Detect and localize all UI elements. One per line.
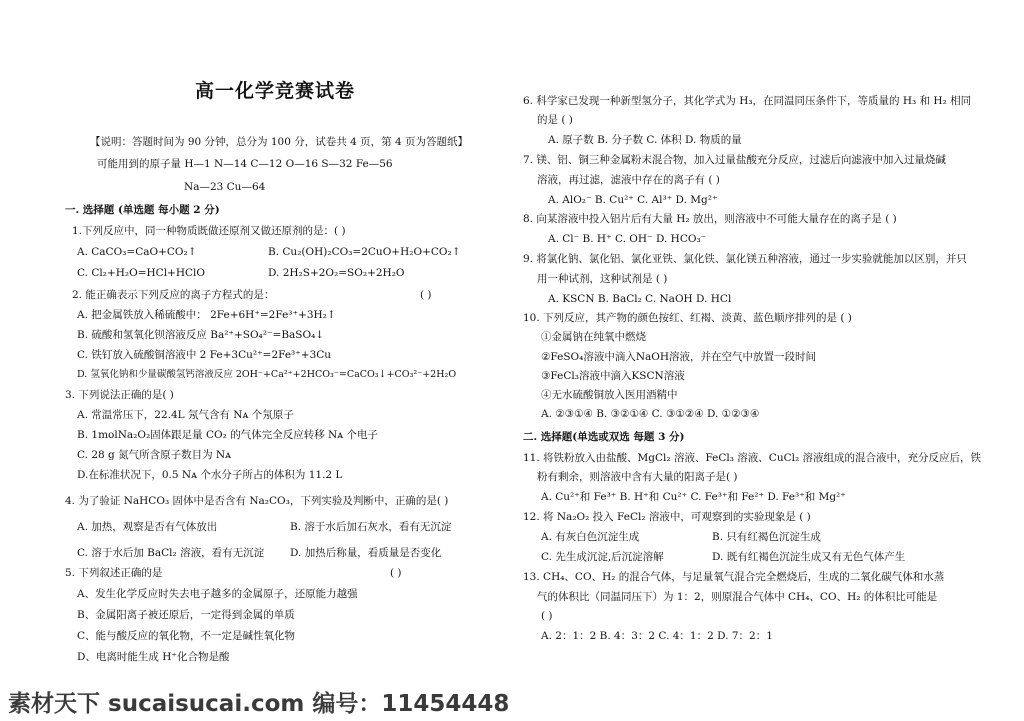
q13-options: A. 2：1：2 B. 4：3：2 C. 4：1：2 D. 7：2：1 [541, 630, 773, 642]
question-7: 7. 镁、铝、铜三种金属粉末混合物，加入过量盐酸充分反应，过滤后向滤液中加入过量烧碱 [523, 154, 946, 166]
atomic-mass-line-2: Na—23 Cu—64 [184, 181, 266, 193]
q2-option-d: D. 氢氧化钠和少量碳酸氢钙溶液反应 2OH⁻+Ca²⁺+2HCO₃⁻=CaCO₃↓+CO₃²⁻+2H₂O [77, 369, 457, 380]
question-1: 1.下列反应中，同一种物质既做还原剂又做还原剂的是：( ) [72, 225, 346, 237]
q8-options: A. Cl⁻ B. H⁺ C. OH⁻ D. HCO₃⁻ [548, 233, 707, 245]
instructions-line: 【说明：答题时间为 90 分钟，总分为 100 分，试卷共 4 页，第 4 页为答题纸】 [90, 136, 468, 148]
section-2-heading: 二. 选择题(单选或双选 每题 3 分) [523, 431, 685, 443]
q5-option-d: D、电离时能生成 H⁺化合物是酸 [77, 651, 230, 663]
question-12: 12. 将 Na₂O₂ 投入 FeCl₂ 溶液中，可观察到的实验现象是 ( ) [523, 511, 811, 523]
section-1-heading: 一. 选择题 (单选题 每小题 2 分) [65, 204, 220, 216]
q4-option-a: A. 加热，观察是否有气体放出 [77, 521, 218, 533]
q5-option-a: A、发生化学反应时失去电子越多的金属原子，还原能力越强 [77, 588, 358, 600]
q10-item-2: ②FeSO₄溶液中滴入NaOH溶液，并在空气中放置一段时间 [541, 351, 817, 363]
question-8: 8. 向某溶液中投入铝片后有大量 H₂ 放出，则溶液中不可能大量存在的离子是 ( ) [523, 213, 897, 225]
question-6: 6. 科学家已发现一种新型氢分子，其化学式为 H₃，在同温同压条件下，等质量的 H₃ 和 H₂ 相同 [523, 95, 972, 107]
question-11: 11. 将铁粉放入由盐酸、MgCl₂ 溶液、FeCl₃ 溶液、CuCl₂ 溶液组成的混合液中，充分反应后，铁 [523, 452, 982, 464]
question-7-cont: 溶液，再过滤，滤液中存在的离子有 ( ) [537, 174, 720, 186]
question-6-cont: 的是 ( ) [537, 114, 573, 126]
q4-option-c: C. 溶于水后加 BaCl₂ 溶液，看有无沉淀 [77, 547, 265, 559]
q10-item-4: ④无水硫酸铜放入医用酒精中 [541, 389, 678, 401]
q2-option-b: B. 硫酸和氢氧化钡溶液反应 Ba²⁺+SO₄²⁻=BaSO₄↓ [77, 329, 325, 341]
question-2: 2. 能正确表示下列反应的离子方程式的是： [72, 289, 275, 301]
q3-option-c: C. 28 g 氮气所含原子数目为 Nᴀ [77, 449, 232, 461]
question-10: 10. 下列反应，其产物的颜色按红、红褐、淡黄、蓝色顺序排列的是 ( ) [523, 312, 852, 324]
q9-options: A. KSCN B. BaCl₂ C. NaOH D. HCl [548, 293, 732, 305]
q12-option-a: A. 有灰白色沉淀生成 [541, 531, 640, 543]
question-13-bracket: ( ) [541, 610, 553, 622]
question-3: 3. 下列说法正确的是( ) [65, 389, 174, 401]
q3-option-d: D.在标准状况下，0.5 Nᴀ 个水分子所占的体积为 11.2 L [77, 469, 343, 481]
q5-option-c: C、能与酸反应的氧化物，不一定是碱性氧化物 [77, 630, 296, 642]
q7-options: A. AlO₂⁻ B. Cu²⁺ C. Al³⁺ D. Mg²⁺ [548, 194, 718, 206]
question-5-bracket: ( ) [390, 567, 402, 579]
q4-option-b: B. 溶于水后加石灰水，看有无沉淀 [290, 521, 452, 533]
q4-option-d: D. 加热后称量，看质量是否变化 [290, 547, 442, 559]
question-13-cont: 气的体积比（同温同压下）为 1：2，则原混合气体中 CH₄、CO、H₂ 的体积比可能是 [537, 591, 938, 603]
q1-option-d: D. 2H₂S+2O₂=SO₂+2H₂O [268, 267, 405, 279]
q3-option-a: A. 常温常压下，22.4L 氖气含有 Nᴀ 个氖原子 [77, 409, 294, 421]
question-9: 9. 将氯化钠、氯化铝、氯化亚铁、氯化铁、氯化镁五种溶液，通过一步实验就能加以区别，并只 [523, 253, 967, 265]
q2-option-c: C. 铁钉放入硫酸铜溶液中 2 Fe+3Cu²⁺=2Fe³⁺+3Cu [77, 349, 332, 361]
q6-options: A. 原子数 B. 分子数 C. 体积 D. 物质的量 [548, 134, 742, 146]
q2-option-a: A. 把金属铁放入稀硫酸中： 2Fe+6H⁺=2Fe³⁺+3H₂↑ [77, 309, 336, 321]
question-9-cont: 用一种试剂，这种试剂是 ( ) [537, 273, 668, 285]
watermark-text: 素材天下 sucaisucai.com 编号：11454448 [8, 691, 510, 717]
watermark-bar [0, 683, 1024, 721]
q10-item-1: ①金属钠在纯氧中燃烧 [541, 331, 646, 343]
page-title: 高一化学竞赛试卷 [195, 80, 356, 102]
q12-option-b: B. 只有红褐色沉淀生成 [712, 531, 821, 543]
question-2-bracket: ( ) [420, 289, 432, 301]
q1-option-a: A. CaCO₃=CaO+CO₂↑ [77, 246, 197, 258]
q11-options: A. Cu²⁺和 Fe³⁺ B. H⁺和 Cu²⁺ C. Fe³⁺和 Fe²⁺ D. Fe³⁺和 Mg²⁺ [541, 491, 846, 503]
q10-item-3: ③FeCl₃溶液中滴入KSCN溶液 [541, 370, 685, 382]
question-5: 5. 下列叙述正确的是 [65, 567, 163, 579]
q10-options: A. ②③①④ B. ③②①④ C. ③①②④ D. ①②③④ [541, 408, 760, 420]
q1-option-b: B. Cu₂(OH)₂CO₃=2CuO+H₂O+CO₂↑ [268, 246, 461, 258]
question-13: 13. CH₄、CO、H₂ 的混合气体，与足量氧气混合完全燃烧后，生成的二氧化碳气体和水蒸 [523, 571, 945, 583]
q5-option-b: B、金属阳离子被还原后，一定得到金属的单质 [77, 609, 295, 621]
question-4: 4. 为了验证 NaHCO₃ 固体中是否含有 Na₂CO₃，下列实验及判断中，正确的是( ) [65, 495, 449, 507]
atomic-mass-line: 可能用到的原子量 H—1 N—14 C—12 O—16 S—32 Fe—56 [97, 158, 393, 170]
q1-option-c: C. Cl₂+H₂O=HCl+HClO [77, 267, 206, 279]
q12-option-c: C. 先生成沉淀,后沉淀溶解 [541, 551, 664, 563]
q12-option-d: D. 既有红褐色沉淀生成又有无色气体产生 [712, 551, 906, 563]
question-11-cont: 粉有剩余，则溶液中含有大量的阳离子是( ) [537, 471, 738, 483]
q3-option-b: B. 1molNa₂O₂固体跟足量 CO₂ 的气体完全反应转移 Nᴀ 个电子 [77, 429, 379, 441]
